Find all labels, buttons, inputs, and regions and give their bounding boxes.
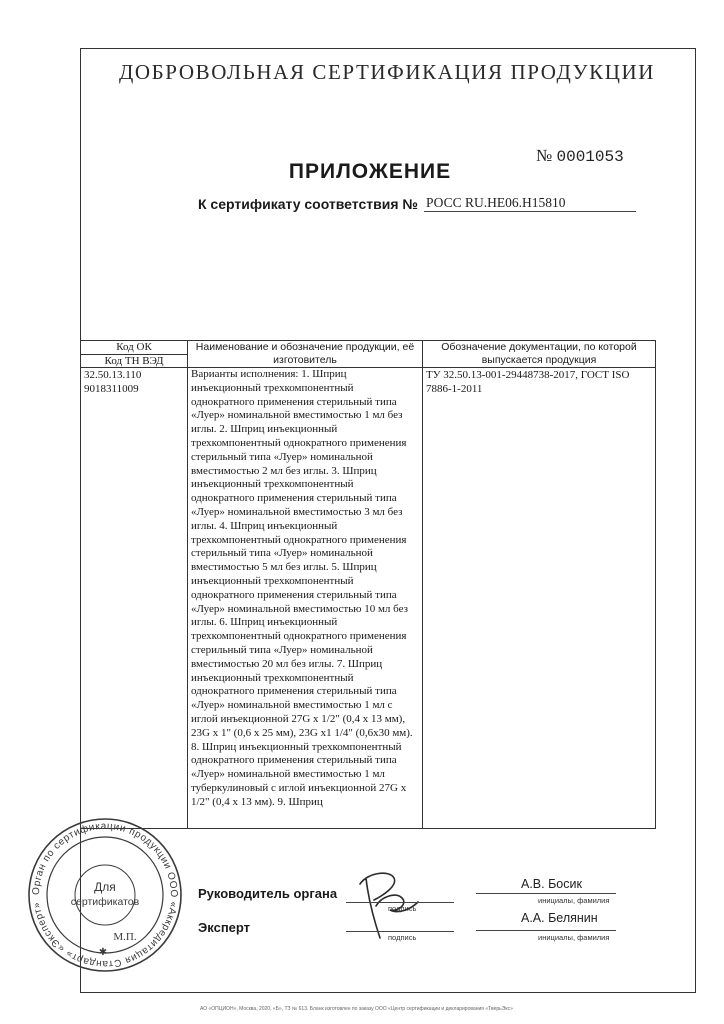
table-header-row	[81, 341, 656, 355]
code-ok-value: 32.50.13.110	[84, 369, 142, 381]
expert-name-caption: инициалы, фамилия	[538, 933, 610, 942]
expert-sign-caption: подпись	[388, 933, 417, 942]
code-tnved-value: 9018311009	[84, 383, 139, 395]
stamp-center-line1: Для	[94, 880, 116, 894]
star-icon: ✱	[98, 947, 108, 958]
cell-product-name: Варианты исполнения: 1. Шприц инъекционный трехкомпонентный однократного применения стерильный типа «Луер» номинальной вместимостью 1 мл без иглы. 2. Шприц инъекционный трехкомпонентный однократного применения стерильный типа «Луер» номинальной вместимостью 2 мл без иглы. 3. Шприц инъекционный трехкомпонентный однократного применения стерильный типа «Луер» номинальной вместимостью 3 мл без иглы. 4. Шприц инъекционный трехкомпонентный однократного применения стерильный типа «Луер» номинальной вместимостью 5 мл без иглы. 5. Шприц инъекционный трехкомпонентный однократного применения стерильный типа «Луер» номинальной вместимостью 10 мл без иглы. 6. Шприц инъекционный трехкомпонентный однократного применения стерильный типа «Луер» номинальной вместимостью 20 мл без иглы. 7. Шприц инъекционный трехкомпонентный однократного применения стерильный типа «Луер» номинальной вместимостью 1 мл с иглой инъекционной 27G x 1/2" (0,4 x 13 мм), 23G x 1" (0,6 x 25 мм), 23G x1 1/4" (0,6x30 мм). 8. Шприц инъекционный трехкомпонентный однократного применения стерильный типа «Луер» номинальной вместимостью 1 мл туберкулиновый с иглой инъекционной 27G x 1/2" (0,4 x 13 мм). 9. Шприц	[188, 368, 423, 829]
product-table	[80, 340, 656, 829]
expert-label: Эксперт	[198, 920, 251, 935]
header-title: ДОБРОВОЛЬНАЯ СЕРТИФИКАЦИЯ ПРОДУКЦИИ	[118, 60, 656, 84]
head-sign-line	[346, 902, 454, 903]
head-name-line	[476, 893, 616, 894]
header-code-ok: Код ОК	[81, 341, 188, 355]
head-name-caption: инициалы, фамилия	[538, 896, 610, 905]
header-docs: Обозначение документации, по которой выпускается продукция	[423, 341, 656, 368]
expert-name: А.А. Белянин	[521, 911, 598, 925]
head-name: А.В. Босик	[521, 877, 582, 891]
round-stamp	[25, 815, 185, 980]
head-label: Руководитель органа	[198, 886, 338, 901]
cert-label: К сертификату соответствия №	[198, 196, 418, 212]
cert-number: РОСС RU.НЕ06.Н15810	[424, 195, 636, 212]
page-title: ПРИЛОЖЕНИЕ	[288, 160, 452, 183]
cell-docs: ТУ 32.50.13-001-29448738-2017, ГОСТ ISO 7886-1-2011	[423, 368, 656, 829]
number-prefix: №	[536, 146, 553, 165]
print-info: АО «ОПЦИОН», Москва, 2020, «Б», ТЗ № 613. Бланк изготовлен по заказу ООО «Центр сертификации и декларирования «ТверьЭкс»	[200, 1006, 513, 1012]
stamp-center-line2: сертификатов	[70, 896, 140, 908]
cell-codes	[81, 368, 188, 829]
header-code-tnved: Код ТН ВЭД	[81, 354, 188, 368]
head-sign-caption: подпись	[388, 904, 417, 913]
table-row	[81, 368, 656, 829]
header-name: Наименование и обозначение продукции, её изготовитель	[188, 341, 423, 368]
expert-name-line	[476, 930, 616, 931]
stamp-outer-text: Орган по сертификации продукции ООО «Аккредитация Стандарт» «Эксперт»	[30, 820, 180, 970]
expert-sign-line	[346, 931, 454, 932]
stamp-mp: М.П.	[113, 931, 137, 943]
form-number-value: 0001053	[556, 148, 624, 166]
